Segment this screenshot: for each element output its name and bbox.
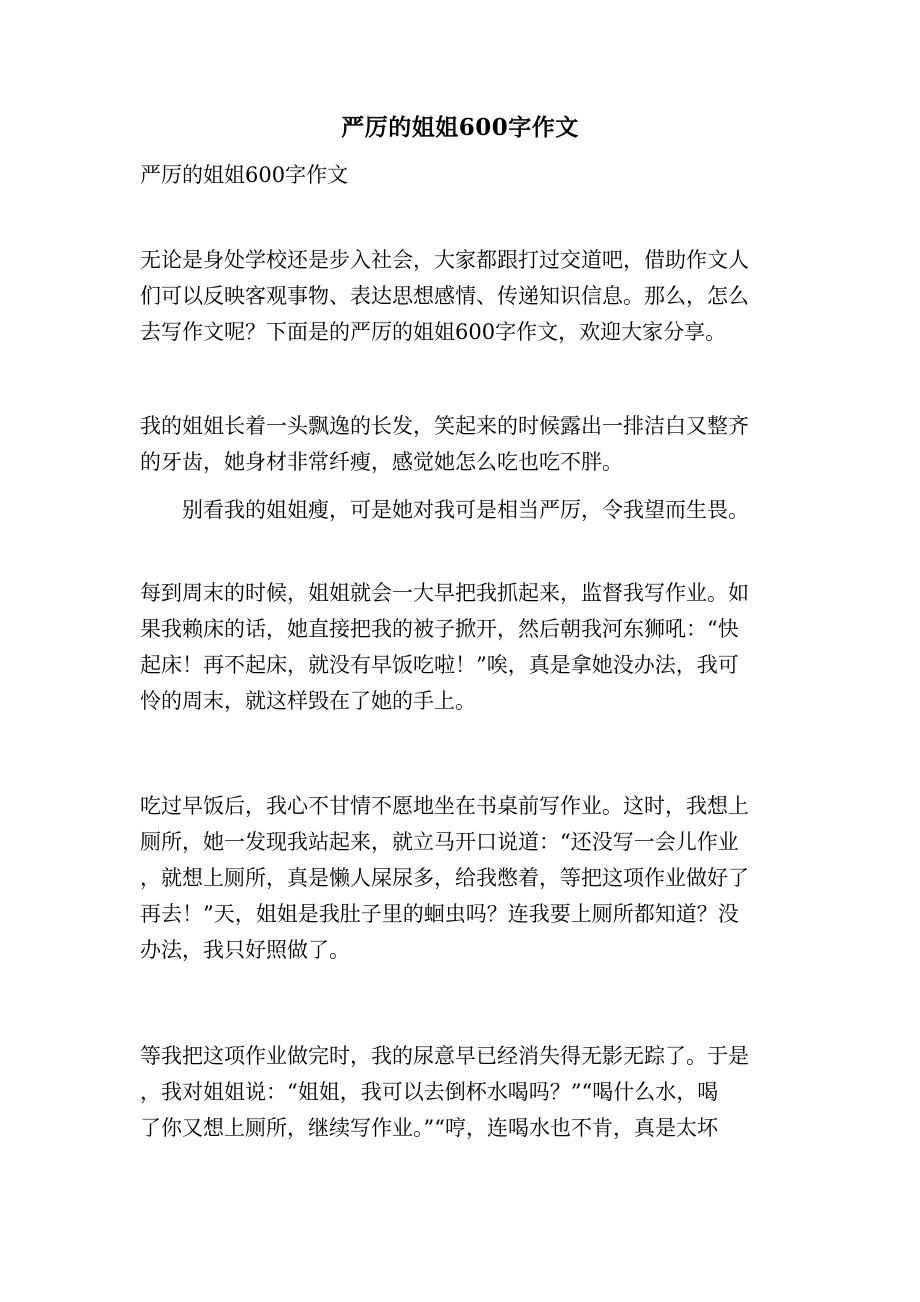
text-line: 无论是身处学校还是步入社会，大家都跟打过交道吧，借助作文人: [140, 248, 749, 272]
text-line: 厕所，她一发现我站起来，就立马开口说道：“还没写一会儿作业: [140, 830, 739, 854]
text-line: 了你又想上厕所，继续写作业。”“哼，连喝水也不肯，真是太坏: [140, 1116, 718, 1140]
text-line: 怜的周末，就这样毁在了她的手上。: [140, 689, 476, 713]
paragraph-weekend: [140, 575, 780, 719]
text-line: ，就想上厕所，真是懒人屎尿多，给我憋着，等把这项作业做好了: [140, 866, 749, 890]
text-line: 去写作文呢？下面是的严厉的姐姐600字作文，欢迎大家分享。: [140, 320, 727, 344]
text-line: 等我把这项作业做完时，我的尿意早已经消失得无影无踪了。于是: [140, 1044, 749, 1068]
text-line: 吃过早饭后，我心不甘情不愿地坐在书桌前写作业。这时，我想上: [140, 794, 749, 818]
text-line: 的牙齿，她身材非常纤瘦，感觉她怎么吃也吃不胖。: [140, 450, 623, 474]
text-line: 每到周末的时候，姐姐就会一大早把我抓起来，监督我写作业。如: [140, 581, 749, 605]
text-line: 我的姐姐长着一头飘逸的长发，笑起来的时候露出一排洁白又整齐: [140, 414, 749, 438]
text-line: 别看我的姐姐瘦，可是她对我可是相当严厉，令我望而生畏。: [182, 498, 749, 522]
text-line: 果我赖床的话，她直接把我的被子掀开，然后朝我河东狮吼：“快: [140, 617, 739, 641]
text-line: 办法，我只好照做了。: [140, 938, 350, 962]
text-line: 再去！”天，姐姐是我肚子里的蛔虫吗？连我要上厕所都知道？没: [140, 902, 739, 926]
paragraph-strict: [140, 492, 780, 528]
paragraph-description: [140, 408, 780, 480]
text-line: 起床！再不起床，就没有早饭吃啦！”唉，真是拿她没办法，我可: [140, 653, 739, 677]
paragraph-homework: [140, 788, 780, 968]
text-line: 们可以反映客观事物、表达思想感情、传递知识信息。那么，怎么: [140, 284, 749, 308]
document-subtitle: 严厉的姐姐600字作文: [140, 163, 349, 187]
text-line: ，我对姐姐说：“姐姐，我可以去倒杯水喝吗？”“喝什么水，喝: [140, 1080, 719, 1104]
paragraph-intro: [140, 242, 780, 350]
paragraph-water: [140, 1038, 780, 1146]
document-title: 严厉的姐姐600字作文: [341, 114, 579, 141]
